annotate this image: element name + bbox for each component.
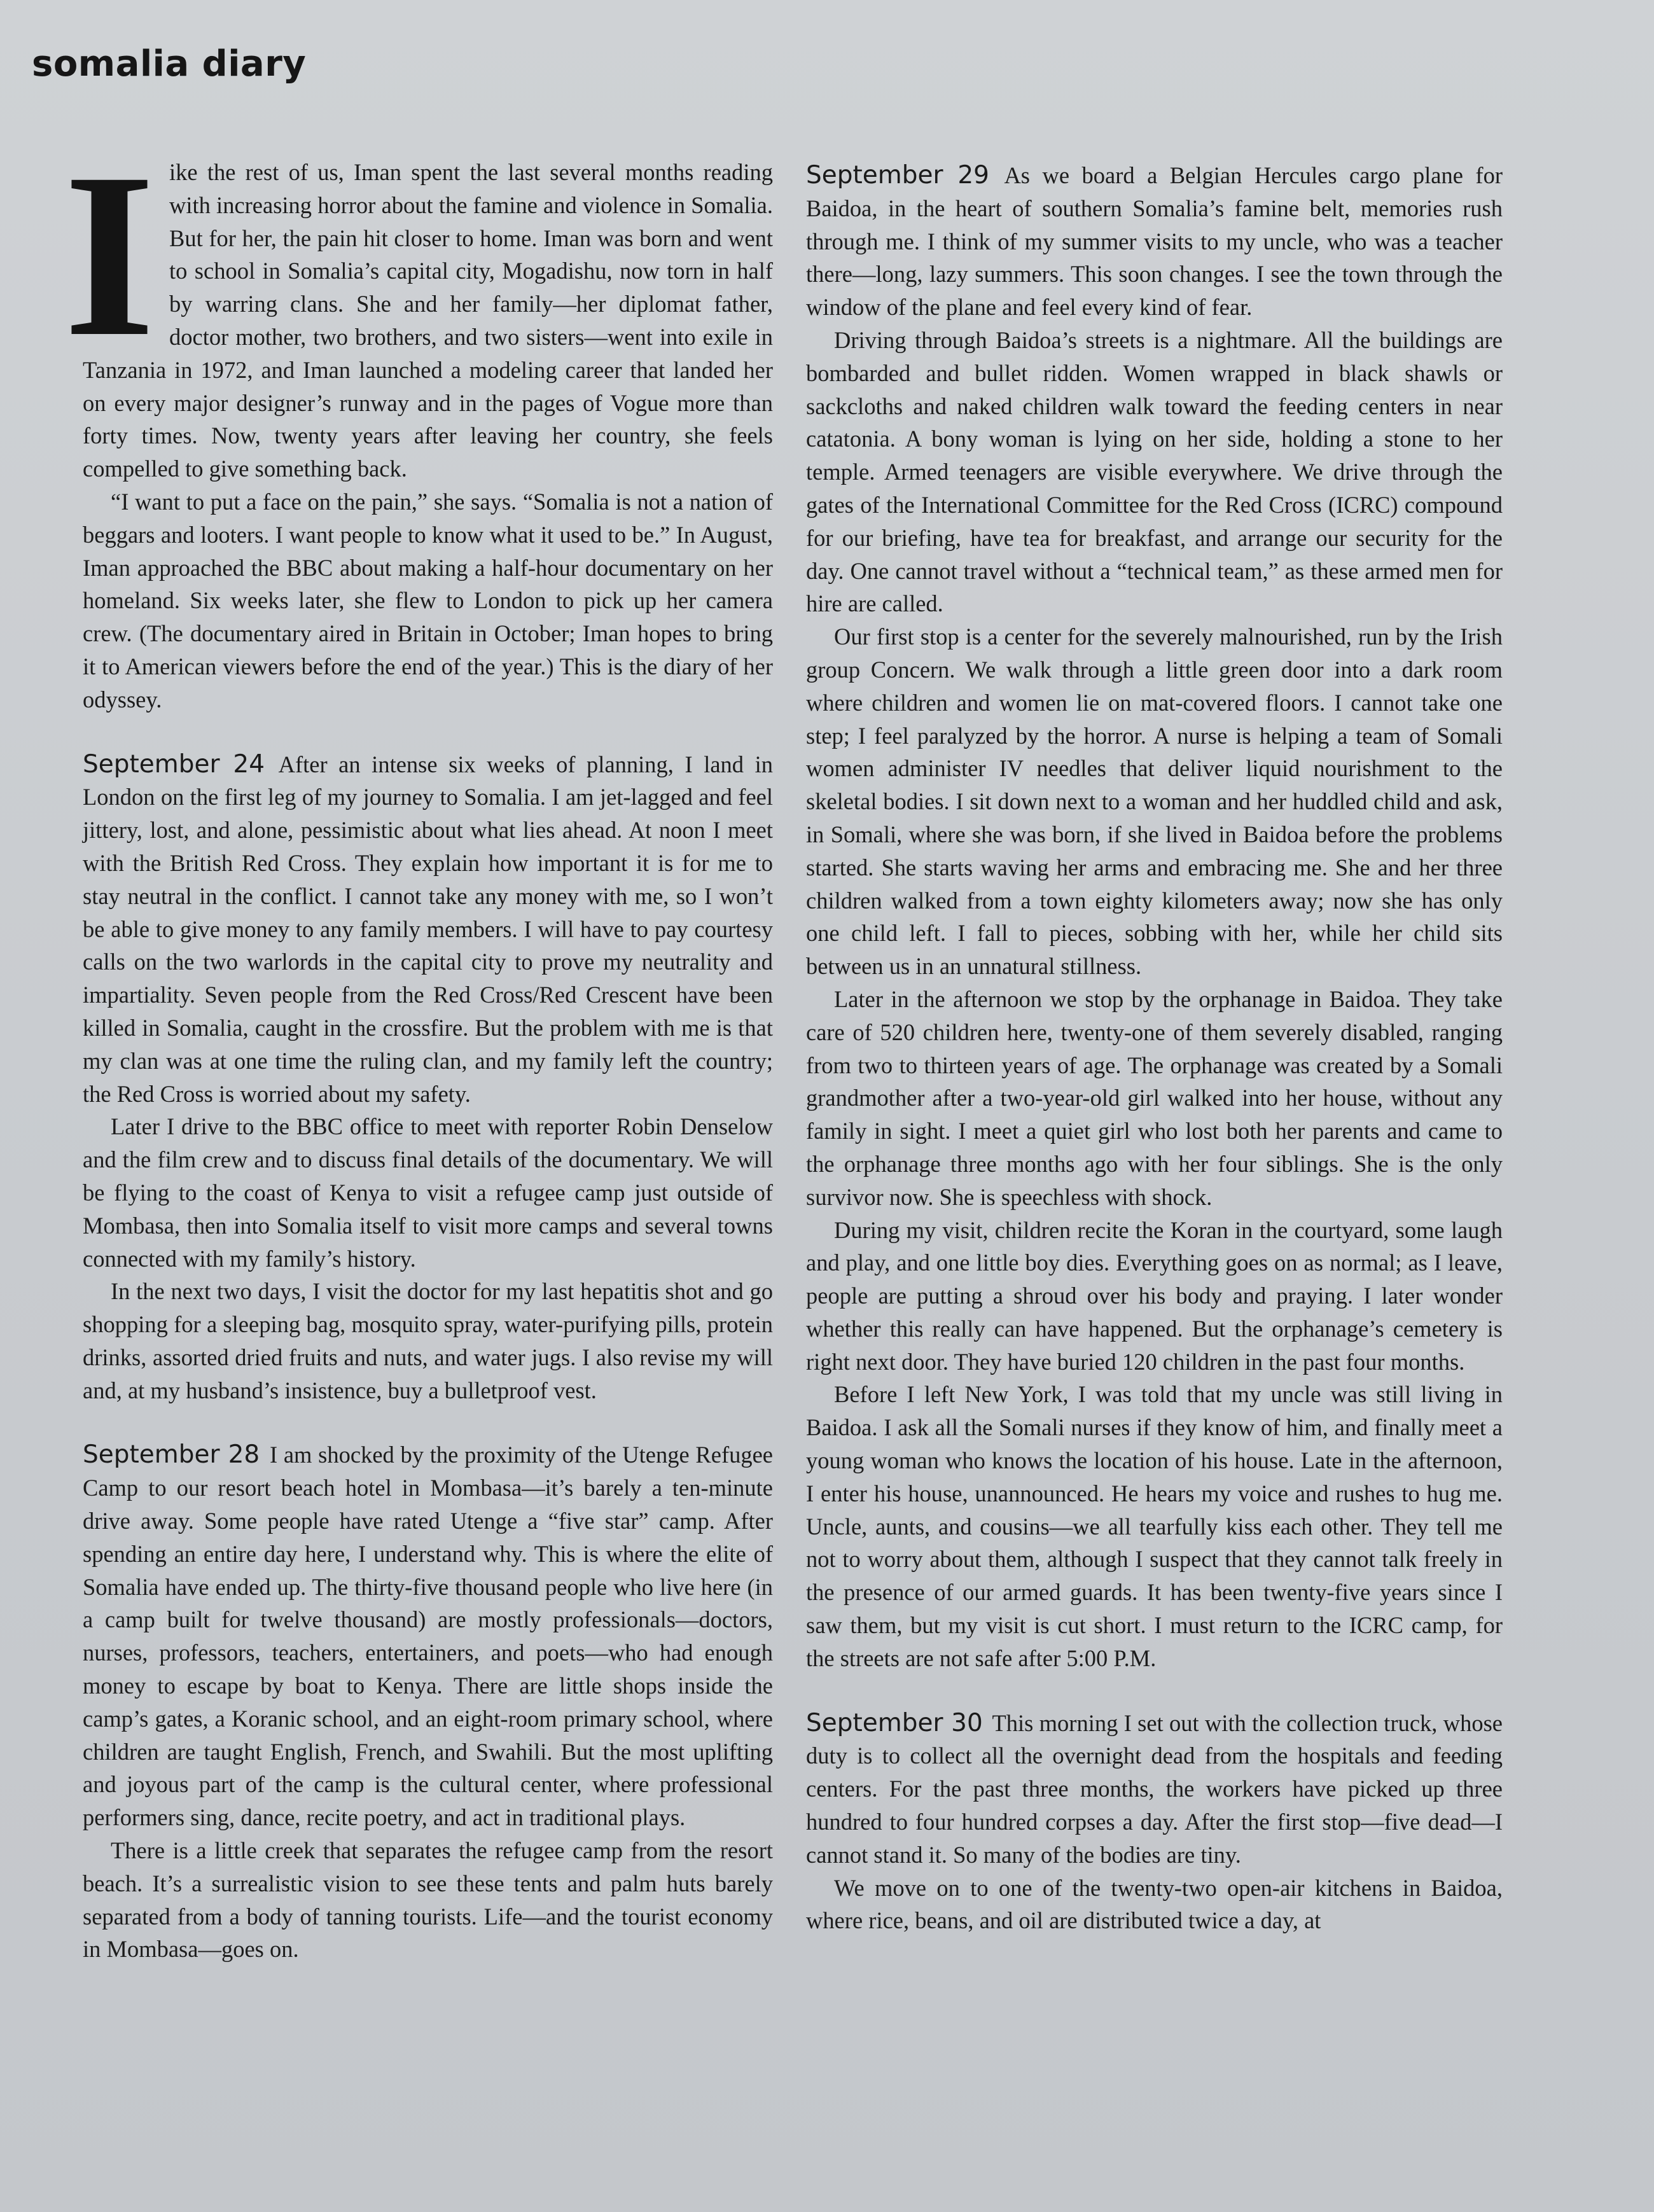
entry-sep24-paragraph-3: In the next two days, I visit the doctor for my last hepatitis shot and go shopping for a sleeping bag, mosquito spray, water-purifying pills, protein drinks, assorted dried fruits and nuts, and water jugs. I also revise my will and, at my husband’s insistence, buy a bulletproof vest. xyxy=(83,1278,773,1403)
entry-sep30-paragraph-2: We move on to one of the twenty-two open-air kitchens in Baidoa, where rice, beans, and oil are distributed twice a day, at xyxy=(806,1874,1503,1934)
entry-date-heading: September 30 xyxy=(806,1708,983,1737)
drop-cap: I xyxy=(64,125,155,386)
left-column xyxy=(64,125,773,1966)
section-title: somalia diary xyxy=(32,43,307,85)
entry-text: This morning I set out with the collection truck, whose duty is to collect all the overnight dead from the hospitals and feeding centers. For the past three months, the workers have picked up three hundred to four hundred corpses a day. After the first stop—five dead—I cannot stand it. So many of the bodies are tiny. xyxy=(806,1709,1503,1868)
right-column xyxy=(806,159,1503,1937)
entry-sep29-paragraph-1 xyxy=(806,159,1503,324)
entry-sep28-paragraph-1 xyxy=(83,1438,773,1834)
intro-paragraph-1 xyxy=(64,125,773,485)
entry-date-heading: September 24 xyxy=(83,749,265,779)
entry-sep24-paragraph-2: Later I drive to the BBC office to meet with reporter Robin Denselow and the film crew and to discuss final details of the documentary. We will be flying to the coast of Kenya to visit a refugee camp just outside of Mombasa, then into Somalia itself to visit more camps and several towns connected with my family’s history. xyxy=(83,1113,773,1272)
entry-sep29-paragraph-4: Later in the afternoon we stop by the orphanage in Baidoa. They take care of 520 children here, twenty-one of them severely disabled, ranging from two to thirteen years of age. The orphanage was created by a Somali grandmother after a two-year-old girl walked into her house, without any family in sight. I meet a quiet girl who lost both her parents and came to the orphanage three months ago with her four siblings. She is the only survivor now. She is speechless with shock. xyxy=(806,985,1503,1210)
entry-sep24-paragraph-1 xyxy=(83,748,773,1111)
entry-date-heading: September 29 xyxy=(806,161,989,190)
entry-text: As we board a Belgian Hercules cargo plane for Baidoa, in the heart of southern Somalia’s famine belt, memories rush through me. I think of my summer visits to my uncle, who was a teacher there—long, lazy summers. This soon changes. I see the town through the window of the plane and feel every kind of fear. xyxy=(806,162,1503,321)
entry-sep30-paragraph-1 xyxy=(806,1707,1503,1872)
entry-date-heading: September 28 xyxy=(83,1440,260,1470)
intro-paragraph-2: “I want to put a face on the pain,” she says. “Somalia is not a nation of beggars and looters. I want people to know what it used to be.” In August, Iman approached the BBC about making a half-hour documentary on her homeland. Six weeks later, she flew to London to pick up her camera crew. (The documentary aired in Britain in October; Iman hopes to bring it to American viewers before the end of the year.) This is the diary of her odyssey. xyxy=(83,488,773,713)
entry-text: I am shocked by the proximity of the Utenge Refugee Camp to our resort beach hotel in Mombasa—it’s barely a ten-minute drive away. Some people have rated Utenge a “five star” camp. After spending an entire day here, I understand why. This is where the elite of Somalia have ended up. The thirty-five thousand people who live here (in a camp built for twelve thousand) are mostly professionals—doctors, nurses, professors, teachers, entertainers, and poets—who had enough money to escape by boat to Kenya. There are little shops inside the camp’s gates, a Koranic school, and an eight-room primary school, where children are taught English, French, and Swahili. But the most uplifting and joyous part of the camp is the cultural center, where professional performers sing, dance, recite poetry, and act in traditional plays. xyxy=(83,1442,773,1831)
entry-text: After an intense six weeks of planning, I land in London on the first leg of my journey to Somalia. I am jet-lagged and feel jittery, lost, and alone, pessimistic about what lies ahead. At noon I meet with the British Red Cross. They explain how important it is for me to stay neutral in the conflict. I cannot take any money with me, so I won’t be able to give money to any family members. I will have to pay courtesy calls on the two warlords in the capital city to prove my neutrality and impartiality. Seven people from the Red Cross/Red Crescent have been killed in Somalia, caught in the crossfire. But the problem with me is that my clan was at one time the ruling clan, and my family left the country; the Red Cross is worried about my safety. xyxy=(83,751,773,1107)
entry-sep29-paragraph-5: During my visit, children recite the Koran in the courtyard, some laugh and play, and one little boy dies. Everything goes on as normal; as I leave, people are putting a shroud over his body and praying. I later wonder whether this really can have happened. But the orphanage’s cemetery is right next door. They have buried 120 children in the past four months. xyxy=(806,1216,1503,1375)
entry-sep28-paragraph-2: There is a little creek that separates the refugee camp from the resort beach. It’s a surrealistic vision to see these tents and palm huts barely separated from a body of tanning tourists. Life—and the tourist economy in Mombasa—goes on. xyxy=(83,1837,773,1963)
entry-sep29-paragraph-3: Our first stop is a center for the severely malnourished, run by the Irish group Concern. We walk through a little green door into a dark room where children and women lie on mat-covered floors. I cannot take one step; I feel paralyzed by the horror. A nurse is helping a team of Somali women administer IV needles that deliver liquid nourishment to the skeletal bodies. I sit down next to a woman and her huddled child and ask, in Somali, where she was born, if she lived in Baidoa before the problems started. She starts waving her arms and embracing me. She and her three children walked from a town eighty kilometers away; now she has only one child left. I fall to pieces, sobbing with her, while her child sits between us in an unnatural stillness. xyxy=(806,623,1503,980)
entry-sep29-paragraph-2: Driving through Baidoa’s streets is a nightmare. All the buildings are bombarded and bullet ridden. Women wrapped in black shawls or sackcloths and naked children walk toward the feeding centers in near catatonia. A bony woman is lying on her side, holding a stone to her temple. Armed teenagers are visible everywhere. We drive through the gates of the International Committee for the Red Cross (ICRC) compound for our briefing, have tea for breakfast, and arrange our security for the day. One cannot travel without a “technical team,” as these armed men for hire are called. xyxy=(806,326,1503,617)
intro-text-1: ike the rest of us, Iman spent the last several months reading with increasing horror about the famine and violence in Somalia. But for her, the pain hit closer to home. Iman was born and went to school in Somalia’s capital city, Mogadishu, now torn in half by warring clans. She and her family—her diplomat father, doctor mother, two brothers, and two sisters—went into exile in Tanzania in 1972, and Iman launched a modeling career that landed her on every major designer’s runway and in the pages of Vogue more than forty times. Now, twenty years after leaving her country, she feels compelled to give something back. xyxy=(83,159,773,482)
entry-sep29-paragraph-6: Before I left New York, I was told that my uncle was still living in Baidoa. I ask all the Somali nurses if they know of him, and finally meet a young woman who knows the location of his house. Late in the afternoon, I enter his house, unannounced. He hears my voice and rushes to hug me. Uncle, aunts, and cousins—we all tearfully kiss each other. They tell me not to worry about them, although I suspect that they cannot talk freely in the presence of our armed guards. It has been twenty-five years since I saw them, but my visit is cut short. I must return to the ICRC camp, for the streets are not safe after 5:00 P.M. xyxy=(806,1381,1503,1671)
